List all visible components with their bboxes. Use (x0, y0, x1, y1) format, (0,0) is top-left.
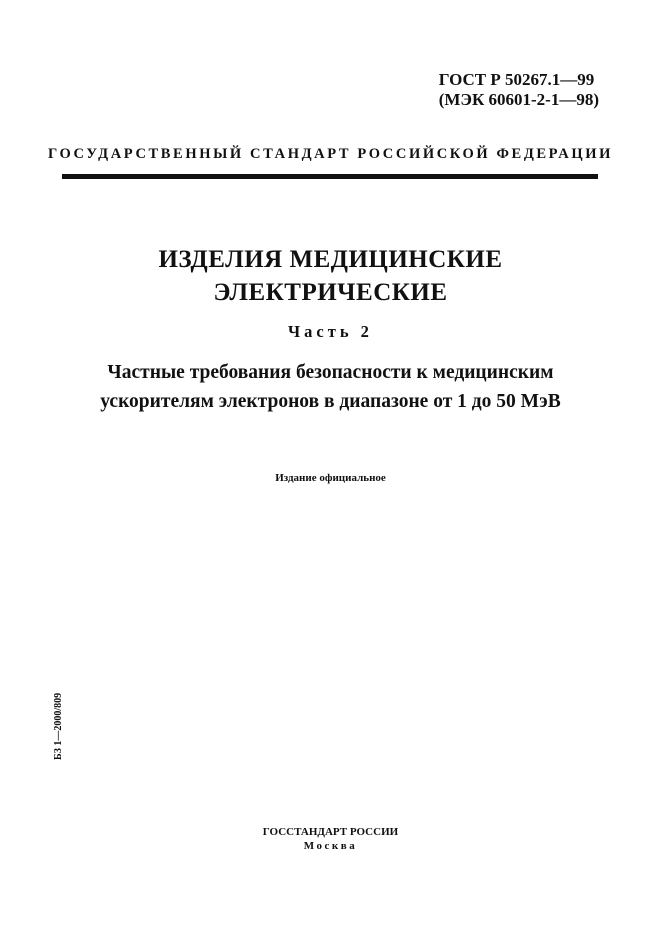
header-rule (62, 174, 598, 179)
organization-heading: ГОСУДАРСТВЕННЫЙ СТАНДАРТ РОССИЙСКОЙ ФЕДЕРАЦИИ (47, 146, 613, 162)
document-title (0, 243, 661, 309)
standard-number: ГОСТ Р 50267.1—99 (438, 70, 595, 89)
edition-label: Издание официальное (275, 472, 386, 484)
iec-number: (МЭК 60601-2-1—98) (438, 90, 599, 109)
publisher-block (0, 825, 661, 853)
standard-number-block (439, 70, 599, 110)
catalog-code: БЗ 1—2000/809 (53, 692, 64, 760)
publisher-name: ГОССТАНДАРТ РОССИИ (262, 826, 399, 838)
subtitle-line-1: Частные требования безопасности к медицинским (107, 362, 554, 383)
publisher-city: Москва (303, 840, 358, 852)
title-line-2: ЭЛЕКТРИЧЕСКИЕ (213, 279, 448, 306)
title-line-1: ИЗДЕЛИЯ МЕДИЦИНСКИЕ (158, 246, 503, 273)
subtitle-line-2: ускорителям электронов в диапазоне от 1 до 50 МэВ (100, 391, 561, 412)
part-label: Часть 2 (288, 322, 373, 341)
document-subtitle (0, 358, 661, 416)
